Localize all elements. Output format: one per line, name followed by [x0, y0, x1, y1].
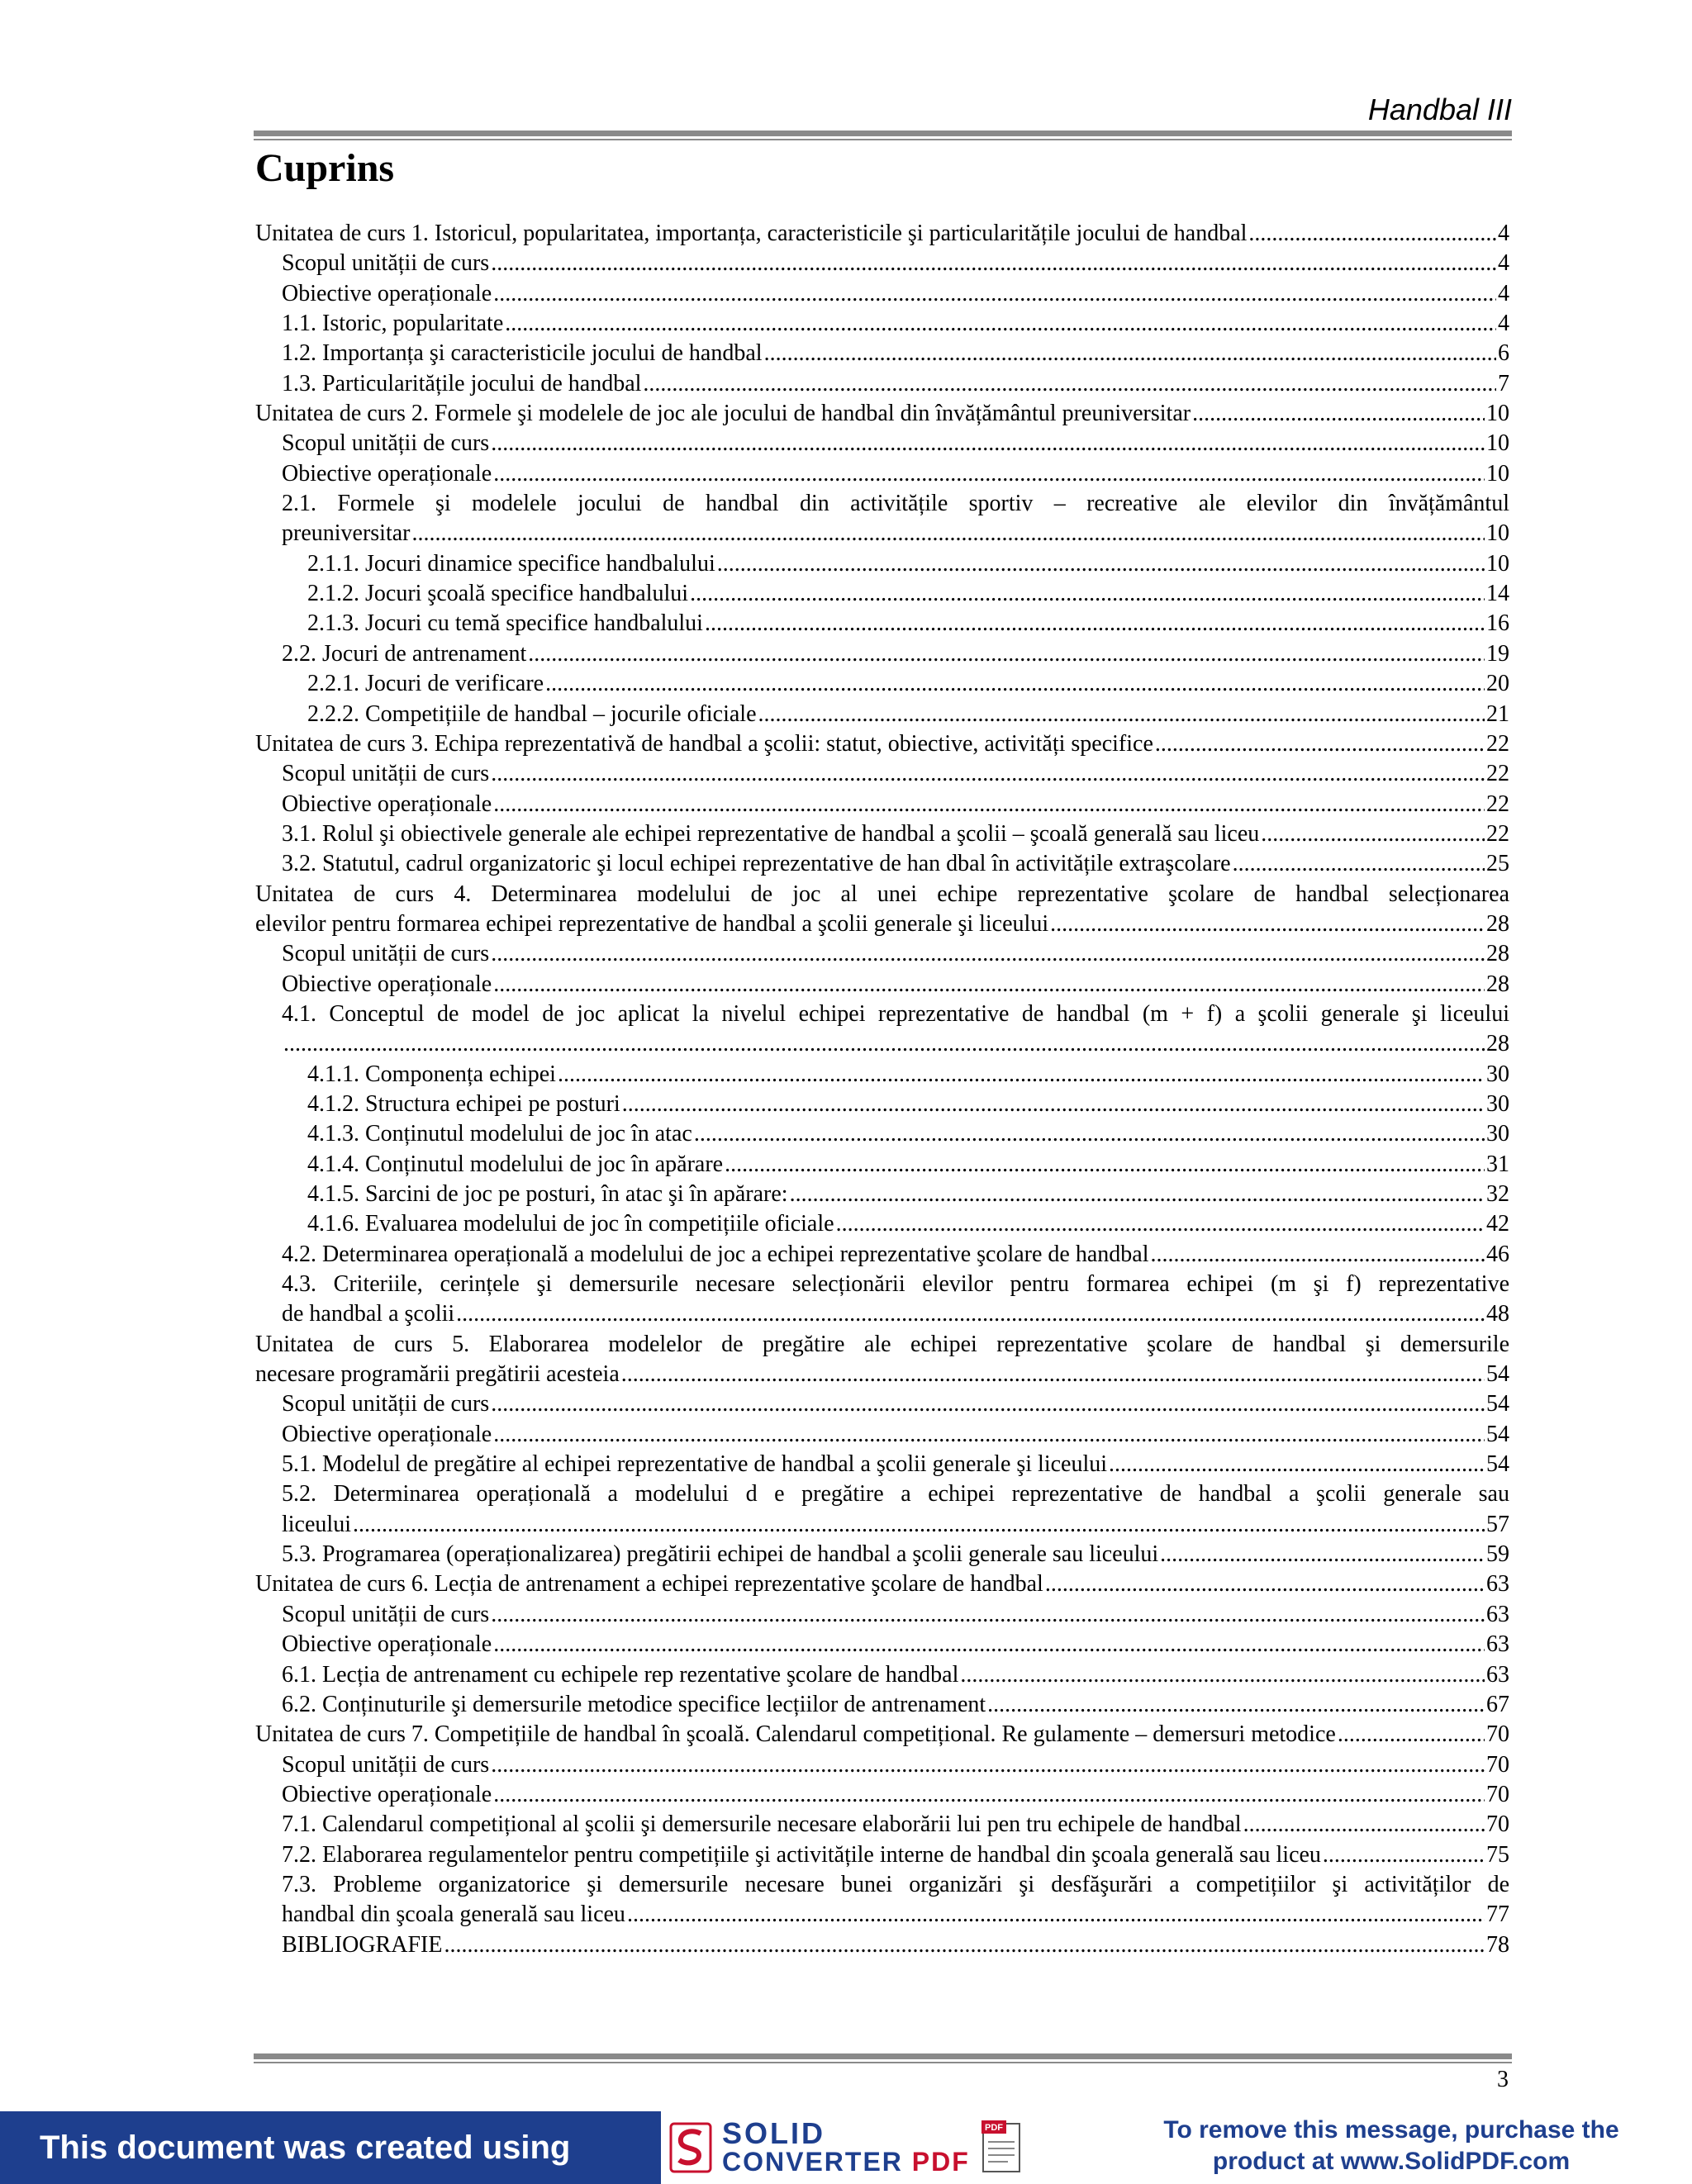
toc-leader-dots: [1338, 1720, 1485, 1750]
banner-created-using-text: This document was created using: [0, 2111, 661, 2184]
toc-entry[interactable]: [255, 1630, 1509, 1659]
toc-entry-title: 3.1. Rolul şi obiectivele generale ale echipei reprezentative de handbal a şcolii – şcoală generală sau liceu: [282, 820, 1260, 847]
toc-entry-title: 6.1. Lecția de antrenament cu echipele rep rezentative şcolare de handbal: [282, 1661, 959, 1688]
toc-entry-page: 28: [1486, 910, 1509, 937]
toc-leader-dots: [491, 249, 1496, 278]
toc-entry-title: 4.1.6. Evaluarea modelului de joc în competițiile oficiale: [307, 1211, 834, 1237]
toc-leader-dots: [1160, 1540, 1485, 1569]
toc-entry-title: Obiective operaționale: [282, 791, 492, 817]
logo-solid-text: SOLID: [722, 2116, 826, 2150]
toc-entry-page: 4: [1498, 280, 1509, 306]
toc-entry-title: 3.2. Statutul, cadrul organizatoric şi locul echipei reprezentative de han dbal în activitățile extraşcolare: [282, 851, 1231, 877]
toc-entry-page: 6: [1498, 340, 1509, 367]
toc-entry-page: 54: [1486, 1391, 1509, 1417]
toc-entry-page: 54: [1486, 1421, 1509, 1447]
toc-entry-page: 25: [1486, 851, 1509, 877]
toc-entry-page: 42: [1486, 1211, 1509, 1237]
toc-entry[interactable]: [255, 1660, 1509, 1690]
pdf-document-icon: [980, 2119, 1026, 2177]
solid-logo-icon: [669, 2122, 712, 2173]
toc-leader-dots: [627, 1900, 1485, 1930]
toc-entry-page: 28: [1486, 1031, 1509, 1057]
toc-entry-page: 63: [1486, 1601, 1509, 1627]
toc-entry-page: 63: [1486, 1571, 1509, 1598]
toc-leader-dots: [283, 1029, 1485, 1059]
toc-entry-title: Scopul unității de curs: [282, 250, 490, 277]
toc-entry[interactable]: [255, 849, 1509, 879]
toc-entry[interactable]: [255, 1479, 1509, 1540]
toc-entry-title: 4.1.3. Conținutul modelului de joc în atac: [307, 1121, 692, 1147]
toc-entry-page: 10: [1486, 401, 1509, 427]
toc-entry[interactable]: [255, 1389, 1509, 1419]
toc-entry[interactable]: [255, 939, 1509, 969]
toc-entry[interactable]: [255, 759, 1509, 789]
toc-leader-dots: [505, 309, 1496, 339]
toc-entry[interactable]: [255, 1450, 1509, 1479]
toc-entry-title-line1: 2.1. Formele şi modelele jocului de handbal din activitățile sportiv – recreative ale elevilor din învățământul: [282, 491, 1509, 517]
toc-entry-page: 78: [1486, 1931, 1509, 1958]
toc-entry-title: Obiective operaționale: [282, 280, 492, 306]
toc-leader-dots: [491, 1750, 1485, 1780]
toc-entry-title-line1: 4.3. Criteriile, cerințele şi demersurile necesare selecționării elevilor pentru formarea echipei (m şi f) reprezentative: [282, 1271, 1509, 1298]
toc-entry[interactable]: [255, 489, 1509, 549]
toc-entry-page: 57: [1486, 1511, 1509, 1537]
toc-entry[interactable]: [255, 1209, 1509, 1239]
toc-leader-dots: [444, 1930, 1485, 1960]
toc-entry-title: 2.2.2. Competițiile de handbal – jocurile oficiale: [307, 700, 757, 727]
toc-leader-dots: [1233, 849, 1485, 879]
toc-entry-title-line1: Unitatea de curs 5. Elaborarea modelelor de pregătire ale echipei reprezentative şcolare de handbal şi demersurile: [255, 1331, 1509, 1357]
toc-entry[interactable]: [255, 729, 1509, 759]
toc-entry-page: 4: [1498, 250, 1509, 277]
toc-entry-page: 63: [1486, 1661, 1509, 1688]
page-number: 3: [1497, 2067, 1509, 2092]
toc-entry-page: 67: [1486, 1691, 1509, 1717]
header-rule: [254, 131, 1512, 140]
toc-leader-dots: [1261, 819, 1485, 849]
toc-leader-dots: [491, 939, 1485, 969]
toc-entry-page: 19: [1486, 640, 1509, 667]
toc-entry-title: 2.2. Jocuri de antrenament: [282, 640, 527, 667]
toc-entry-page: 59: [1486, 1541, 1509, 1568]
footer-rule: [254, 2053, 1512, 2063]
toc-entry-page: 16: [1486, 610, 1509, 637]
toc-entry[interactable]: [255, 819, 1509, 849]
toc-entry[interactable]: [255, 880, 1509, 940]
toc-leader-dots: [1151, 1240, 1485, 1270]
toc-entry-title: 2.1.2. Jocuri şcoală specifice handbalului: [307, 581, 689, 607]
solid-converter-logo[interactable]: [661, 2111, 1091, 2184]
toc-leader-dots: [491, 1389, 1485, 1419]
toc-entry-page: 14: [1486, 581, 1509, 607]
toc-leader-dots: [493, 459, 1485, 489]
toc-entry-title: 4.2. Determinarea operațională a modelului de joc a echipei reprezentative şcolare de handbal: [282, 1241, 1149, 1267]
toc-entry[interactable]: [255, 1150, 1509, 1180]
toc-entry-page: 30: [1486, 1090, 1509, 1117]
toc-leader-dots: [1109, 1450, 1485, 1479]
toc-entry[interactable]: [255, 1870, 1509, 1930]
toc-entry-page: 75: [1486, 1841, 1509, 1868]
toc-leader-dots: [491, 1600, 1485, 1630]
toc-entry-title: 4.1.1. Componența echipei: [307, 1061, 556, 1087]
toc-entry-title: 4.1.2. Structura echipei pe posturi: [307, 1090, 620, 1117]
toc-entry-title: Obiective operaționale: [282, 971, 492, 997]
toc-entry-page: 10: [1486, 430, 1509, 457]
toc-leader-dots: [790, 1180, 1485, 1209]
toc-entry[interactable]: [255, 1720, 1509, 1750]
toc-entry-page: 70: [1486, 1721, 1509, 1748]
toc-leader-dots: [493, 790, 1485, 819]
toc-leader-dots: [493, 279, 1496, 309]
toc-leader-dots: [705, 609, 1485, 639]
toc-entry-page: 70: [1486, 1751, 1509, 1778]
toc-leader-dots: [987, 1690, 1485, 1720]
toc-entry[interactable]: [255, 1180, 1509, 1209]
toc-entry[interactable]: [255, 1119, 1509, 1149]
toc-entry-page: 4: [1498, 311, 1509, 337]
toc-entry[interactable]: [255, 669, 1509, 699]
toc-leader-dots: [622, 1090, 1485, 1119]
toc-entry-title-line2: necesare programării pregătirii acesteia: [255, 1361, 620, 1388]
toc-entry-title-line1: Unitatea de curs 4. Determinarea modelului de joc al unei echipe reprezentative şcolare de handbal selecționarea: [255, 881, 1509, 907]
toc-entry[interactable]: [255, 369, 1509, 399]
toc-leader-dots: [545, 669, 1485, 699]
toc-entry-page: 22: [1486, 761, 1509, 787]
toc-entry-title: Obiective operaționale: [282, 1781, 492, 1807]
toc-entry-title: 4.1.5. Sarcini de joc pe posturi, în atac şi în apărare:: [307, 1181, 788, 1207]
logo-pdf-text: PDF: [911, 2147, 970, 2177]
toc-entry[interactable]: [255, 1090, 1509, 1119]
toc-entry-title: 6.2. Conținuturile şi demersurile metodice specifice lecțiilor de antrenament: [282, 1691, 986, 1717]
toc-entry[interactable]: [255, 309, 1509, 339]
toc-leader-dots: [758, 700, 1485, 729]
toc-entry-title: 1.1. Istoric, popularitate: [282, 311, 504, 337]
toc-entry[interactable]: [255, 1690, 1509, 1720]
banner-purchase-line1: To remove this message, purchase the: [1163, 2116, 1619, 2144]
toc-entry[interactable]: [255, 1540, 1509, 1569]
toc-entry-page: 70: [1486, 1781, 1509, 1807]
toc-entry-page: 4: [1498, 221, 1509, 246]
toc-leader-dots: [960, 1660, 1485, 1690]
toc-leader-dots: [1045, 1569, 1485, 1599]
toc-entry-title-line2: de handbal a şcolii: [282, 1301, 455, 1327]
toc-entry[interactable]: [255, 700, 1509, 729]
toc-leader-dots: [717, 549, 1485, 579]
toc-leader-dots: [1050, 909, 1485, 939]
toc-entry-title: 5.3. Programarea (operaționalizarea) pregătirii echipei de handbal a şcolii generale sau liceului: [282, 1541, 1159, 1568]
toc-entry[interactable]: [255, 549, 1509, 579]
toc-entry[interactable]: [255, 429, 1509, 458]
toc-entry-title: Scopul unității de curs: [282, 1391, 490, 1417]
toc-entry-title: Unitatea de curs 2. Formele şi modelele de joc ale jocului de handbal din învățământul preuniversitar: [255, 401, 1191, 427]
toc-entry-page: 54: [1486, 1361, 1509, 1388]
page-title: Cuprins: [255, 146, 395, 190]
toc-entry-title: Scopul unității de curs: [282, 941, 490, 967]
toc-entry-title: 2.1.3. Jocuri cu temă specifice handbalului: [307, 610, 703, 637]
banner-purchase-link[interactable]: product at www.SolidPDF.com: [1212, 2148, 1571, 2175]
toc-entry-page: 7: [1498, 370, 1509, 396]
toc-entry-title-line2: liceului: [282, 1511, 351, 1537]
toc-entry-title-line2: handbal din şcoala generală sau liceu: [282, 1902, 625, 1928]
solid-converter-banner[interactable]: [0, 2111, 1692, 2184]
toc-entry-title: Scopul unității de curs: [282, 430, 490, 457]
toc-leader-dots: [621, 1360, 1485, 1389]
toc-entry[interactable]: [255, 1780, 1509, 1810]
toc-entry[interactable]: [255, 1330, 1509, 1390]
toc-leader-dots: [528, 639, 1485, 669]
toc-leader-dots: [493, 970, 1485, 999]
toc-entry-page: 28: [1486, 941, 1509, 967]
toc-entry-title: Obiective operaționale: [282, 1421, 492, 1447]
toc-entry-page: 31: [1486, 1151, 1509, 1177]
toc-entry-page: 22: [1486, 791, 1509, 817]
toc-entry-title: Scopul unității de curs: [282, 1601, 490, 1627]
toc-entry-title: 7.2. Elaborarea regulamentelor pentru competițiile şi activitățile interne de handbal din şcoala generală sau liceu: [282, 1841, 1321, 1868]
toc-entry-title: Unitatea de curs 1. Istoricul, popularitatea, importanța, caracteristicile şi particularitățile jocului de handbal: [255, 221, 1248, 246]
toc-entry[interactable]: [255, 1240, 1509, 1270]
toc-entry-title: 1.2. Importanța şi caracteristicile jocului de handbal: [282, 340, 763, 367]
toc-entry[interactable]: [255, 1420, 1509, 1450]
toc-leader-dots: [491, 429, 1485, 458]
toc-entry[interactable]: [255, 399, 1509, 429]
toc-entry[interactable]: [255, 790, 1509, 819]
toc-leader-dots: [493, 1420, 1485, 1450]
toc-leader-dots: [764, 339, 1496, 368]
toc-leader-dots: [1192, 399, 1485, 429]
toc-entry-page: 10: [1486, 520, 1509, 547]
toc-entry-title: Obiective operaționale: [282, 460, 492, 487]
toc-entry-title: Unitatea de curs 7. Competițiile de handbal în şcoală. Calendarul competițional. Re gulamente – demersuri metodice: [255, 1721, 1336, 1748]
toc-entry[interactable]: [255, 279, 1509, 309]
header-title: Handbal III: [1367, 93, 1512, 126]
toc-leader-dots: [1243, 1810, 1485, 1840]
toc-entry[interactable]: [255, 639, 1509, 669]
toc-entry[interactable]: [255, 1930, 1509, 1960]
toc-entry-page: 22: [1486, 820, 1509, 847]
toc-leader-dots: [353, 1510, 1485, 1540]
toc-entry-page: 28: [1486, 971, 1509, 997]
toc-entry[interactable]: [255, 1270, 1509, 1330]
toc-entry-title: 7.1. Calendarul competițional al şcolii şi demersurile necesare elaborării lui pen tru echipele de handbal: [282, 1811, 1242, 1838]
toc-entry[interactable]: [255, 970, 1509, 999]
toc-entry[interactable]: [255, 609, 1509, 639]
toc-entry-title: Unitatea de curs 6. Lecția de antrenament a echipei reprezentative şcolare de handbal: [255, 1571, 1043, 1598]
toc-entry[interactable]: [255, 339, 1509, 368]
toc-entry-page: 10: [1486, 550, 1509, 577]
toc-entry[interactable]: [255, 1840, 1509, 1870]
toc-leader-dots: [493, 1780, 1485, 1810]
banner-purchase-message[interactable]: [1091, 2111, 1692, 2184]
toc-entry-title: 2.1.1. Jocuri dinamice specifice handbalului: [307, 550, 715, 577]
toc-entry-page: 70: [1486, 1811, 1509, 1838]
toc-entry-title: 5.1. Modelul de pregătire al echipei reprezentative de handbal a şcolii generale şi liceului: [282, 1451, 1108, 1478]
toc-entry[interactable]: [255, 459, 1509, 489]
toc-entry-title-line1: 4.1. Conceptul de model de joc aplicat la nivelul echipei reprezentative de handbal (m + f) a şcolii generale şi liceului: [282, 1000, 1509, 1027]
toc-entry-title: Scopul unității de curs: [282, 1751, 490, 1778]
toc-entry-page: 30: [1486, 1121, 1509, 1147]
toc-leader-dots: [1155, 729, 1485, 759]
toc-entry-page: 32: [1486, 1181, 1509, 1207]
toc-leader-dots: [491, 759, 1485, 789]
toc-entry-title: 2.2.1. Jocuri de verificare: [307, 671, 544, 697]
toc-leader-dots: [493, 1630, 1485, 1659]
table-of-contents: [255, 219, 1509, 1960]
toc-entry[interactable]: [255, 1810, 1509, 1840]
toc-leader-dots: [690, 579, 1485, 609]
toc-entry[interactable]: [255, 1600, 1509, 1630]
toc-leader-dots: [1248, 219, 1496, 249]
toc-entry-page: 48: [1486, 1301, 1509, 1327]
toc-entry-page: 30: [1486, 1061, 1509, 1087]
svg-text:PDF: PDF: [984, 2123, 1003, 2133]
toc-entry-title-line1: 5.2. Determinarea operațională a modelului d e pregătire a echipei reprezentative de handbal a şcolii generale sau: [282, 1481, 1509, 1507]
toc-entry[interactable]: [255, 579, 1509, 609]
toc-leader-dots: [694, 1119, 1485, 1149]
toc-entry[interactable]: [255, 1569, 1509, 1599]
toc-leader-dots: [836, 1209, 1485, 1239]
toc-entry[interactable]: [255, 999, 1509, 1060]
toc-leader-dots: [725, 1150, 1485, 1180]
toc-entry-page: 10: [1486, 460, 1509, 487]
toc-entry-page: 54: [1486, 1451, 1509, 1478]
toc-entry-title: Obiective operaționale: [282, 1631, 492, 1658]
toc-leader-dots: [412, 519, 1485, 548]
toc-entry-title: Unitatea de curs 3. Echipa reprezentativă de handbal a şcolii: statut, obiective, activități specifice: [255, 730, 1153, 757]
toc-entry[interactable]: [255, 1060, 1509, 1090]
toc-leader-dots: [456, 1299, 1485, 1329]
toc-leader-dots: [643, 369, 1496, 399]
toc-entry-title-line2: preuniversitar: [282, 520, 411, 547]
toc-entry-page: 46: [1486, 1241, 1509, 1267]
toc-entry-title: Scopul unității de curs: [282, 761, 490, 787]
toc-entry-title: BIBLIOGRAFIE: [282, 1931, 443, 1958]
toc-entry-page: 63: [1486, 1631, 1509, 1658]
toc-leader-dots: [558, 1060, 1485, 1090]
toc-entry-page: 22: [1486, 730, 1509, 757]
toc-entry-page: 21: [1486, 700, 1509, 727]
toc-entry[interactable]: [255, 249, 1509, 278]
toc-entry-page: 20: [1486, 671, 1509, 697]
toc-entry[interactable]: [255, 219, 1509, 249]
toc-entry-title: 4.1.4. Conținutul modelului de joc în apărare: [307, 1151, 724, 1177]
toc-entry-page: 77: [1486, 1902, 1509, 1928]
toc-entry-title-line1: 7.3. Probleme organizatorice şi demersurile necesare bunei organizări şi desfăşurări a competițiilor şi activităților de: [282, 1871, 1509, 1897]
toc-entry[interactable]: [255, 1750, 1509, 1780]
logo-converter-text: CONVERTER: [722, 2147, 903, 2177]
toc-entry-title-line2: elevilor pentru formarea echipei reprezentative de handbal a şcolii generale şi liceului: [255, 910, 1049, 937]
toc-entry-title: 1.3. Particularitățile jocului de handbal: [282, 370, 642, 396]
toc-leader-dots: [1323, 1840, 1485, 1870]
